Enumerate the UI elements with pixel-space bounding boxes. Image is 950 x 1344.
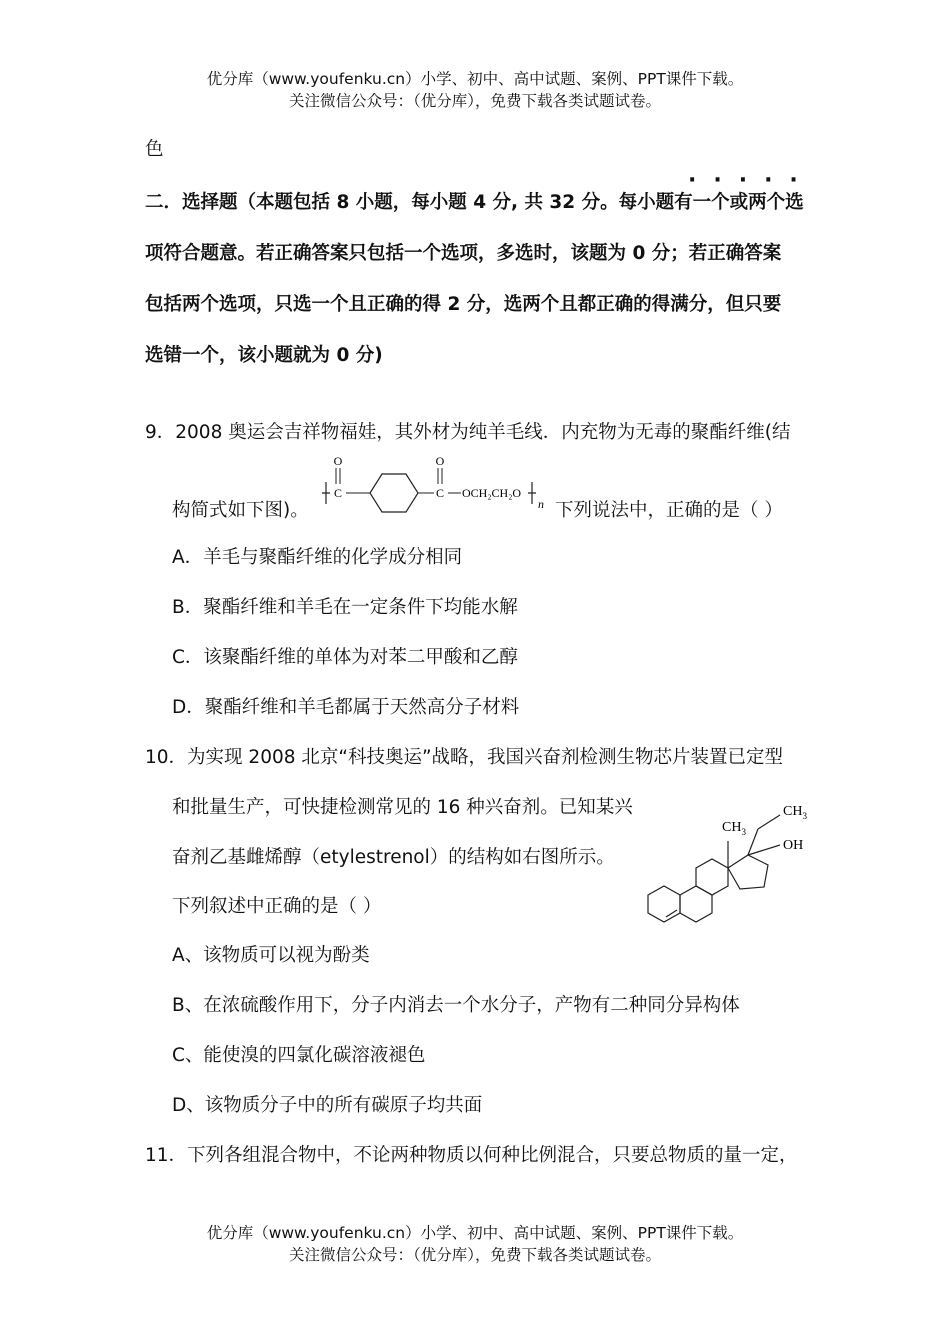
footer-line-2: 关注微信公众号：（优分库），免费下载各类试题试卷。 (288, 1246, 661, 1264)
page-header (0, 68, 950, 112)
section-heading-line-1: 二．选择题（本题包括 8 小题，每小题 4 分, 共 32 分。每小题有一个或两个选 (145, 192, 804, 213)
question-10-option-d: D、该物质分子中的所有碳原子均共面 (172, 1095, 483, 1116)
question-9-option-a: A．羊毛与聚酯纤维的化学成分相同 (172, 547, 463, 568)
carbonyl-oxygen-1: O (333, 454, 343, 468)
question-10-line-1: 10．为实现 2008 北京“科技奥运”战略，我国兴奋剂检测生物芯片装置已定型 (145, 747, 784, 768)
carry-over-text: 色 (145, 139, 164, 160)
question-9-line-2b: 下列说法中，正确的是（ ） (555, 500, 783, 521)
page-footer (0, 1222, 950, 1266)
question-10-option-c: C、能使溴的四氯化碳溶液褪色 (172, 1045, 426, 1066)
question-10-line-2: 和批量生产，可快捷检测常见的 16 种兴奋剂。已知某兴 (172, 797, 633, 818)
question-10-option-b: B、在浓硫酸作用下，分子内消去一个水分子，产物有二种同分异构体 (172, 995, 740, 1016)
question-9-line-1: 9．2008 奥运会吉祥物福娃，其外材为纯羊毛线．内充物为无毒的聚酯纤维(结 (145, 422, 791, 443)
question-9-option-b: B．聚酯纤维和羊毛在一定条件下均能水解 (172, 597, 518, 618)
repeat-subscript: n (538, 497, 544, 511)
question-10-option-a: A、该物质可以视为酚类 (172, 945, 370, 966)
header-line-2: 关注微信公众号：（优分库），免费下载各类试题试卷。 (288, 92, 661, 110)
section-heading-line-4: 选错一个，该小题就为 0 分) (145, 345, 383, 366)
footer-line-1: 优分库（www.youfenku.cn）小学、初中、高中试题、案例、PPT课件下载。 (206, 1224, 744, 1242)
ester-chain: OCH₂CH₂O (462, 486, 522, 500)
polyester-structure (318, 452, 552, 518)
question-11-line-1: 11．下列各组混合物中，不论两种物质以何种比例混合，只要总物质的量一定， (145, 1145, 798, 1166)
question-9-line-2a: 构简式如下图)。 (172, 500, 309, 521)
carbonyl-oxygen-2: O (435, 454, 445, 468)
section-heading-line-2: 项符合题意。若正确答案只包括一个选项，多选时，该题为 0 分；若正确答案 (145, 243, 782, 264)
question-10-line-4: 下列叙述中正确的是（ ） (172, 896, 382, 917)
carbonyl-carbon-2: C (435, 486, 445, 500)
emphasis-dots: ····· (688, 168, 815, 193)
hydroxyl-label: OH (783, 838, 804, 853)
methyl-label: $CH_3$ (722, 820, 746, 837)
question-10-line-3: 奋剂乙基雌烯醇（etylestrenol）的结构如右图所示。 (172, 847, 615, 868)
question-9-option-c: C．该聚酯纤维的单体为对苯二甲酸和乙醇 (172, 647, 518, 668)
question-9-option-d: D．聚酯纤维和羊毛都属于天然高分子材料 (172, 697, 520, 718)
carbonyl-carbon-1: C (333, 486, 343, 500)
ethyl-methyl-label: $CH_3$ (783, 804, 807, 821)
header-line-1: 优分库（www.youfenku.cn）小学、初中、高中试题、案例、PPT课件下载。 (206, 70, 744, 88)
section-heading-line-3: 包括两个选项，只选一个且正确的得 2 分，选两个且都正确的得满分，但只要 (145, 294, 782, 315)
etylestrenol-structure (640, 795, 820, 935)
